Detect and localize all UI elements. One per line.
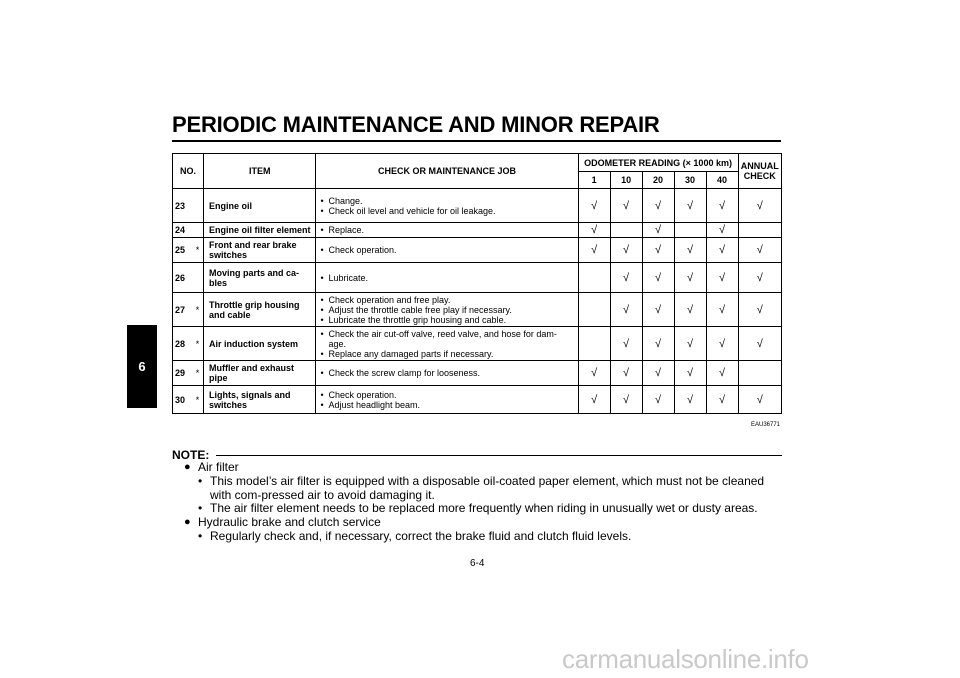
check-mark-icon: √	[719, 337, 726, 350]
table-row	[173, 263, 782, 293]
check-mark-icon: √	[719, 224, 726, 236]
job-text: Lubricate the throttle grip housing and cable.	[328, 314, 507, 325]
check-mark-icon: √	[756, 303, 763, 316]
bullet-icon: •	[320, 272, 324, 283]
odometer-check-cell	[674, 361, 706, 386]
check-mark-icon: √	[591, 393, 598, 406]
check-mark-icon: √	[623, 303, 630, 316]
odometer-check-cell	[578, 263, 610, 293]
dealer-service-mark	[192, 263, 203, 293]
watermark: carmanualsonline.info	[562, 644, 809, 674]
job-line	[320, 390, 573, 400]
bullet-icon: •	[320, 314, 324, 325]
annual-check-cell	[738, 327, 781, 361]
note-item	[184, 502, 784, 516]
check-mark-icon: √	[591, 367, 598, 379]
row-jobs	[316, 361, 578, 386]
note-item	[184, 475, 784, 503]
job-line	[320, 225, 573, 235]
odometer-col-header: 10	[610, 172, 642, 189]
odometer-check-cell	[642, 293, 674, 327]
table-row	[173, 386, 782, 414]
table-row	[173, 238, 782, 263]
table-row	[173, 327, 782, 361]
check-mark-icon: √	[655, 271, 662, 284]
bullet-icon: •	[320, 368, 324, 378]
check-mark-icon: √	[719, 199, 726, 212]
odometer-check-cell	[578, 327, 610, 361]
annual-check-cell	[738, 293, 781, 327]
job-text: Change.	[328, 195, 363, 206]
odometer-check-cell	[610, 238, 642, 263]
odometer-check-cell	[706, 238, 738, 263]
job-line	[320, 206, 573, 216]
odometer-check-cell	[706, 293, 738, 327]
odometer-check-cell	[610, 189, 642, 223]
bullet-icon: •	[198, 473, 203, 488]
dealer-service-mark	[192, 189, 203, 223]
dealer-service-mark: *	[192, 238, 203, 263]
table-row	[173, 293, 782, 327]
dealer-service-mark	[192, 223, 203, 238]
note-item-text: Regularly check and, if necessary, correct the brake fluid and clutch fluid levels.	[210, 528, 632, 543]
odometer-check-cell	[578, 361, 610, 386]
page-number: 6-4	[470, 558, 485, 569]
maintenance-table	[172, 153, 782, 414]
check-mark-icon: √	[687, 244, 694, 256]
odometer-col-header: 20	[642, 172, 674, 189]
check-mark-icon: √	[719, 271, 726, 284]
bullet-icon: •	[320, 389, 324, 400]
note-item	[184, 530, 784, 544]
odometer-check-cell	[610, 361, 642, 386]
check-mark-icon: √	[623, 199, 630, 212]
bullet-icon: •	[320, 348, 324, 359]
job-text: Check the screw clamp for looseness.	[328, 368, 481, 378]
check-mark-icon: √	[756, 244, 763, 256]
annual-check-cell	[738, 223, 781, 238]
row-jobs	[316, 223, 578, 238]
check-mark-icon: √	[719, 303, 726, 316]
header-odometer: ODOMETER READING (× 1000 km)	[578, 154, 738, 172]
check-mark-icon: √	[623, 271, 630, 284]
check-mark-icon: √	[719, 393, 726, 406]
check-mark-icon: √	[687, 337, 694, 350]
job-text: Check operation and free play.	[328, 294, 451, 305]
check-mark-icon: √	[655, 199, 662, 212]
note-section-title	[184, 461, 784, 475]
check-mark-icon: √	[591, 224, 598, 236]
odometer-check-cell	[674, 238, 706, 263]
odometer-check-cell	[674, 327, 706, 361]
page-title: PERIODIC MAINTENANCE AND MINOR REPAIR	[172, 112, 660, 137]
odometer-check-cell	[578, 189, 610, 223]
odometer-check-cell	[642, 223, 674, 238]
row-jobs	[316, 293, 578, 327]
check-mark-icon: √	[687, 393, 694, 406]
filled-circle-bullet-icon: ●	[184, 461, 191, 473]
bullet-icon: •	[320, 399, 324, 410]
odometer-check-cell	[610, 293, 642, 327]
dealer-service-mark: *	[192, 293, 203, 327]
odometer-col-header: 40	[706, 172, 738, 189]
job-text: Adjust headlight beam.	[328, 399, 421, 410]
row-jobs	[316, 386, 578, 414]
row-number: 23	[173, 189, 193, 223]
title-rule	[172, 140, 781, 142]
job-line	[320, 196, 573, 206]
job-line	[320, 368, 573, 378]
odometer-check-cell	[706, 361, 738, 386]
odometer-check-cell	[578, 238, 610, 263]
table-row	[173, 223, 782, 238]
check-mark-icon: √	[655, 224, 662, 236]
row-number: 24	[173, 223, 193, 238]
job-text: Replace.	[328, 225, 364, 235]
annual-check-cell	[738, 263, 781, 293]
odometer-check-cell	[610, 386, 642, 414]
odometer-check-cell	[674, 263, 706, 293]
bullet-icon: •	[320, 195, 324, 206]
check-mark-icon: √	[687, 199, 694, 212]
odometer-check-cell	[610, 327, 642, 361]
odometer-check-cell	[610, 223, 642, 238]
table-row	[173, 189, 782, 223]
chapter-tab: 6	[127, 325, 157, 408]
odometer-check-cell	[610, 263, 642, 293]
note-item-text: The air filter element needs to be replaced more frequently when riding in unusually wet or dusty areas.	[210, 501, 758, 516]
job-line	[320, 349, 573, 359]
check-mark-icon: √	[591, 199, 598, 212]
job-text: Adjust the throttle cable free play if necessary.	[328, 304, 512, 315]
header-no: NO.	[173, 154, 204, 189]
row-item: Moving parts and ca-bles	[203, 263, 315, 293]
odometer-check-cell	[642, 189, 674, 223]
annual-check-cell	[738, 189, 781, 223]
check-mark-icon: √	[687, 303, 694, 316]
job-line	[320, 400, 573, 410]
row-jobs	[316, 189, 578, 223]
job-line	[320, 273, 573, 283]
table-row	[173, 361, 782, 386]
job-line	[320, 305, 573, 315]
odometer-check-cell	[706, 223, 738, 238]
dealer-service-mark: *	[192, 327, 203, 361]
check-mark-icon: √	[756, 271, 763, 284]
header-annual: ANNUAL CHECK	[738, 154, 781, 189]
check-mark-icon: √	[623, 244, 630, 256]
job-text: Check the air cut-off valve, reed valve, and hose for dam-age.	[328, 328, 557, 349]
note-section-text: Hydraulic brake and clutch service	[198, 515, 381, 530]
odometer-check-cell	[642, 386, 674, 414]
odometer-check-cell	[674, 189, 706, 223]
note-heading: NOTE:	[172, 448, 210, 462]
odometer-check-cell	[706, 386, 738, 414]
check-mark-icon: √	[623, 393, 630, 406]
check-mark-icon: √	[756, 393, 763, 406]
row-jobs	[316, 238, 578, 263]
bullet-icon: •	[320, 205, 324, 216]
row-jobs	[316, 327, 578, 361]
check-mark-icon: √	[655, 303, 662, 316]
note-item-text: This model’s air filter is equipped with a disposable oil-coated paper element, which must not be cleaned with com-pressed air to avoid damaging it.	[210, 473, 765, 502]
odometer-check-cell	[674, 223, 706, 238]
job-text: Replace any damaged parts if necessary.	[328, 348, 494, 359]
check-mark-icon: √	[623, 337, 630, 350]
bullet-icon: •	[320, 304, 324, 315]
row-number: 30	[173, 386, 193, 414]
job-text: Check operation.	[328, 245, 397, 255]
odometer-check-cell	[578, 223, 610, 238]
document-code: EAU36771	[751, 422, 781, 428]
note-section-title	[184, 516, 784, 530]
row-item: Front and rear brake switches	[203, 238, 315, 263]
header-job: CHECK OR MAINTENANCE JOB	[316, 154, 578, 189]
bullet-icon: •	[198, 528, 203, 543]
bullet-icon: •	[320, 225, 324, 235]
odometer-col-header: 30	[674, 172, 706, 189]
bullet-icon: •	[320, 245, 324, 255]
bullet-icon: •	[198, 501, 203, 516]
header-item: ITEM	[203, 154, 315, 189]
job-text: Check operation.	[328, 389, 397, 400]
job-line	[320, 329, 573, 349]
row-item: Throttle grip housing and cable	[203, 293, 315, 327]
filled-circle-bullet-icon: ●	[184, 516, 191, 529]
annual-check-cell	[738, 386, 781, 414]
note-body	[184, 461, 784, 544]
row-item: Muffler and exhaust pipe	[203, 361, 315, 386]
check-mark-icon: √	[756, 337, 763, 350]
job-line	[320, 315, 573, 325]
odometer-check-cell	[642, 361, 674, 386]
check-mark-icon: √	[655, 393, 662, 406]
dealer-service-mark: *	[192, 361, 203, 386]
note-rule	[216, 455, 782, 456]
check-mark-icon: √	[655, 367, 662, 379]
row-number: 27	[173, 293, 193, 327]
odometer-check-cell	[674, 386, 706, 414]
odometer-col-header: 1	[578, 172, 610, 189]
row-item: Engine oil	[203, 189, 315, 223]
row-item: Lights, signals and switches	[203, 386, 315, 414]
annual-check-cell	[738, 238, 781, 263]
check-mark-icon: √	[756, 199, 763, 212]
check-mark-icon: √	[719, 244, 726, 256]
row-number: 28	[173, 327, 193, 361]
check-mark-icon: √	[655, 337, 662, 350]
check-mark-icon: √	[655, 244, 662, 256]
check-mark-icon: √	[687, 271, 694, 284]
odometer-check-cell	[706, 263, 738, 293]
row-number: 29	[173, 361, 193, 386]
dealer-service-mark: *	[192, 386, 203, 414]
check-mark-icon: √	[591, 244, 598, 256]
row-number: 26	[173, 263, 193, 293]
annual-check-cell	[738, 361, 781, 386]
row-item: Engine oil filter element	[203, 223, 315, 238]
odometer-check-cell	[578, 386, 610, 414]
odometer-check-cell	[706, 327, 738, 361]
check-mark-icon: √	[687, 367, 694, 379]
bullet-icon: •	[320, 294, 324, 305]
check-mark-icon: √	[623, 367, 630, 379]
odometer-check-cell	[642, 327, 674, 361]
job-line	[320, 245, 573, 255]
odometer-check-cell	[674, 293, 706, 327]
job-line	[320, 295, 573, 305]
row-item: Air induction system	[203, 327, 315, 361]
job-text: Check oil level and vehicle for oil leakage.	[328, 205, 496, 216]
odometer-check-cell	[642, 238, 674, 263]
odometer-check-cell	[578, 293, 610, 327]
row-jobs	[316, 263, 578, 293]
odometer-check-cell	[642, 263, 674, 293]
check-mark-icon: √	[719, 367, 726, 379]
bullet-icon: •	[320, 328, 324, 339]
note-section-text: Air filter	[198, 460, 239, 474]
row-number: 25	[173, 238, 193, 263]
odometer-check-cell	[706, 189, 738, 223]
job-text: Lubricate.	[328, 272, 368, 283]
